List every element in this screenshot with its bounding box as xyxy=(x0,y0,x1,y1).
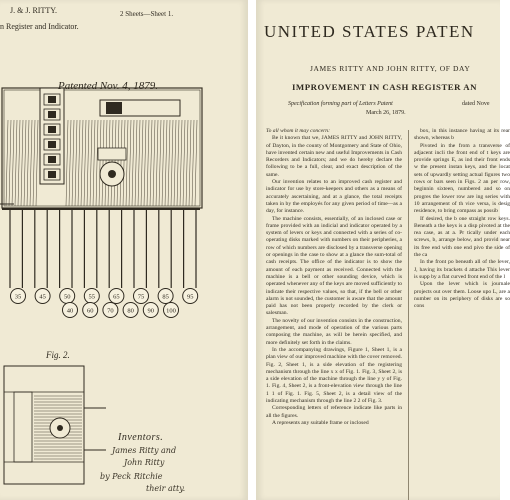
hatch-line xyxy=(21,120,23,206)
amount-tag-label: 45 xyxy=(39,293,46,301)
hatch-line xyxy=(192,120,194,206)
indicator-mark xyxy=(48,111,56,118)
signature-line-2: John Ritty xyxy=(124,458,165,467)
signature-line-4: their atty. xyxy=(146,484,186,493)
hatch-line xyxy=(138,120,140,206)
hatch-line xyxy=(36,120,38,206)
hatch-line xyxy=(15,120,17,206)
hatch-line xyxy=(150,120,152,206)
patent-title: UNITED STATES PATEN xyxy=(264,22,475,41)
patent-spec-line: Specification forming part of Letters Patent xyxy=(288,101,393,107)
fig1-machine-drawing xyxy=(0,88,248,348)
hatch-line xyxy=(9,120,11,206)
amount-tag-label: 85 xyxy=(162,293,169,301)
hatch-line xyxy=(69,120,71,206)
text-column-right xyxy=(414,128,510,310)
hatch-line xyxy=(6,120,8,206)
hatch-line xyxy=(195,120,197,206)
hatch-line xyxy=(81,120,83,206)
hatch-line xyxy=(174,120,176,206)
hatch-line xyxy=(132,120,134,206)
paragraph: Our invention relates to an improved cash register and indicator for use by store-keepers and others as a means of accurately ascertaining, and at a glance, the total receipts taken in by the employés for any given period of time—as a day, for instance. xyxy=(266,179,402,215)
hatch-line xyxy=(156,120,158,206)
hatch-line xyxy=(75,120,77,206)
fig2-label: Fig. 2. xyxy=(46,350,70,360)
text-column-left xyxy=(266,128,402,427)
hatch-line xyxy=(102,120,104,206)
column-divider xyxy=(408,130,409,500)
hatch-line xyxy=(72,120,74,206)
hatch-line xyxy=(96,120,98,206)
amount-tag-label: 55 xyxy=(88,293,96,301)
hatch-line xyxy=(99,120,101,206)
drawing-inventors-header: J. & J. RITTY. xyxy=(10,6,57,15)
hatch-line xyxy=(183,120,185,206)
hatch-line xyxy=(141,120,143,206)
hatch-line xyxy=(126,120,128,206)
indicator-mark xyxy=(48,156,56,163)
indicator-mark xyxy=(48,126,56,133)
amount-tag-label: 50 xyxy=(63,293,71,301)
drawing-sheet xyxy=(0,0,248,500)
amount-tag-label: 40 xyxy=(66,307,74,315)
signature-line-3: by Peck Ritchie xyxy=(100,472,163,481)
patent-improvement-title: IMPROVEMENT IN CASH REGISTER AN xyxy=(292,82,477,92)
paragraph: A represents any suitable frame or inclosed xyxy=(272,419,369,426)
hatch-line xyxy=(177,120,179,206)
hatch-line xyxy=(93,120,95,206)
hatch-line xyxy=(87,120,89,206)
paragraph: If desired, the b one straight row keys. Beneath a the keys is a disp pivoted at the rea case, as at a. Pr tically under each screws, b, arrange below, and provid near its free end with one end pivo the side of the ca xyxy=(414,215,510,259)
hatch-line xyxy=(189,120,191,206)
hatch-line xyxy=(135,120,137,206)
hatch-line xyxy=(144,120,146,206)
paragraph: Upon the lever which is journale projects out over them. Loose upo L, are a number on its periphery of disks are so cons xyxy=(414,281,510,310)
hatch-line xyxy=(120,120,122,206)
hatch-line xyxy=(84,120,86,206)
paragraph: Corresponding letters of reference indicate like parts in all the figures. xyxy=(266,405,402,419)
amount-tag-label: 95 xyxy=(186,293,194,301)
hatch-line xyxy=(27,120,29,206)
hatch-line xyxy=(66,120,68,206)
hatch-line xyxy=(180,120,182,206)
patent-authors: JAMES RITTY AND JOHN RITTY, OF DAY xyxy=(310,64,471,73)
hatch-line xyxy=(171,120,173,206)
hatch-line xyxy=(162,120,164,206)
amount-tag-label: 75 xyxy=(137,293,145,301)
amount-tag-label: 100 xyxy=(166,307,176,315)
hatch-line xyxy=(78,120,80,206)
indicator-mark xyxy=(48,96,56,103)
amount-tag-label: 60 xyxy=(86,307,94,315)
drawing-patent-date: Patented Nov. 4, 1879. xyxy=(58,80,158,92)
text-sheet xyxy=(256,0,510,500)
indicator-mark xyxy=(48,171,56,178)
amount-tag-label: 65 xyxy=(113,293,120,301)
hatch-line xyxy=(123,120,125,206)
drawing-title: n Register and Indicator. xyxy=(0,22,79,31)
paragraph: Pivoted in the from a transverse of adjacent incli the front end of t keys are provide springs E, as ind their front ends w the present instan keys, and the locat sets of upwardly setting actual figures two rows or bars seen in Figs. 2 an per row, beginnin sixteen, numbered and so on progres the lower row are ing series with 10 arrangement of th vice versa, is desig residence, to bring compass as possib xyxy=(414,142,510,215)
fig2-side-elevation xyxy=(0,352,110,500)
hatch-line xyxy=(30,120,32,206)
patent-application-date: March 26, 1879. xyxy=(366,110,406,116)
hatch-line xyxy=(24,120,26,206)
hatch-line xyxy=(18,120,20,206)
indicator-mark xyxy=(48,141,56,148)
paragraph: To all whom it may concern: xyxy=(266,128,330,134)
paragraph: The machine consists, essentially, of an inclosed case or frame provided with an indicial and indicator operated by a system of levers or keys and connected with a series of co-operating disks marked with numbers on their peripheries, a row of which numbers are disclosed by a transverse opening or openings in the case to show at a glance the sum-total of cash receipts. The office of the indicator is to show the amount of each payment as received. Connected with the machine is a bell or other sounding device, which is operated whenever any of the keys are moved sufficiently to indicate their respective values, so that, if the bell or other alarm is not sounded, the customer is aware that the amount paid has not been properly recorded by the clerk or salesman. xyxy=(266,215,402,317)
paragraph: Be it known that we, JAMES RITTY and JOHN RITTY, of Dayton, in the county of Montgomery and State of Ohio, have invented certain new and useful Improvements in Cash Recorders and Indicators; and we do hereby declare the following to be a full, clear, and exact description of the same. xyxy=(266,135,402,178)
hatch-line xyxy=(168,120,170,206)
hatch-line xyxy=(147,120,149,206)
amount-tag-label: 90 xyxy=(147,307,155,315)
amount-tag-label: 35 xyxy=(14,293,22,301)
hatch-line xyxy=(159,120,161,206)
hatch-line xyxy=(90,120,92,206)
hatch-line xyxy=(129,120,131,206)
paragraph: In the front po beneath all of the lever, J, having its brackets d attache This lever is supp by a flat curved front end of the l xyxy=(414,259,510,280)
amount-tag-label: 80 xyxy=(127,307,134,315)
hatch-line xyxy=(186,120,188,206)
paragraph: box, in this instance having at its rear shown, whereas b xyxy=(414,128,510,142)
drawing-sheets-label: 2 Sheets—Sheet 1. xyxy=(120,10,174,18)
hatch-line xyxy=(12,120,14,206)
hatch-line xyxy=(33,120,35,206)
paragraph: The novelty of our invention consists in the construction, arrangement, and mode of operation of the various parts composing the machine, as will be herein specified, and more definitely set forth in the claims. xyxy=(266,317,402,346)
amount-tag-label: 70 xyxy=(107,307,114,315)
paragraph: In the accompanying drawings, Figure 1, Sheet 1, is a plan view of our improved machine with the cover removed. Fig. 2, Sheet 1, is a side elevation of the registering mechanism through the line x x of Fig. 1. Fig. 3, Sheet 2, is a side elevation of the machine through the line y y of Fig. 1. Fig. 4, Sheet 2, is a front-elevation view through the line 1 1 of Fig. 1. Fig. 5, Sheet 2, is a detail view of the indicating mechanism through the line 2 2 of Fig. 3. xyxy=(266,346,402,404)
inventors-label: Inventors. xyxy=(118,432,164,443)
hatch-line xyxy=(153,120,155,206)
patent-dated: dated Nove xyxy=(462,101,490,107)
signature-line-1: James Ritty and xyxy=(112,446,177,455)
hatch-line xyxy=(165,120,167,206)
